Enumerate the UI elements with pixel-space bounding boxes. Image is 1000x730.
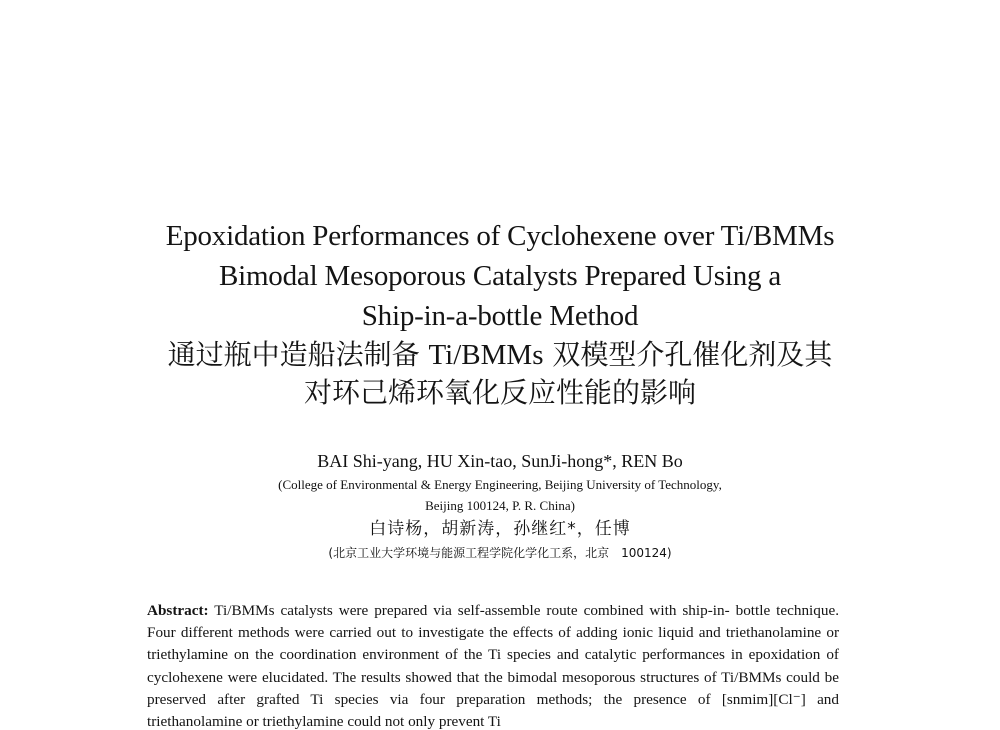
chinese-title-line-1-pre: 通过瓶中造船法制备 xyxy=(167,338,429,371)
abstract-text: Ti/BMMs catalysts were prepared via self-assemble route combined with ship-in- bottle technique. Four different methods were carried out to investigate the effects of adding ionic liquid and triethanolamine or triethylamine on the coordination environment of the Ti species and catalytic performances in epoxidation of cyclohexene were elucidated. The results showed that the bimodal mesoporous structures of Ti/BMMs could be preserved after grafted Ti species via four preparation methods; the presence of [snmim][Cl⁻] and triethanolamine or triethylamine could not only prevent Ti xyxy=(147,602,839,730)
english-title-line-3: Ship-in-a-bottle Method xyxy=(361,300,639,332)
affiliation-english-line-1: (College of Environmental & Energy Engineering, Beijing University of Technology, xyxy=(278,477,722,492)
authors-chinese: 白诗杨，胡新涛，孙继红*，任博 xyxy=(369,519,631,539)
chinese-title-line-1-latin: Ti/BMMs xyxy=(428,339,544,371)
english-title-line-1: Epoxidation Performances of Cyclohexene over Ti/BMMs xyxy=(165,220,835,252)
chinese-title-line-2: 对环己烯环氧化反应性能的影响 xyxy=(303,376,696,409)
authors-english: BAI Shi-yang, HU Xin-tao, SunJi-hong*, REN Bo xyxy=(317,451,683,471)
abstract xyxy=(147,600,839,730)
english-title-line-2: Bimodal Mesoporous Catalysts Prepared Using a xyxy=(218,260,782,292)
affiliation-english-line-2: Beijing 100124, P. R. China) xyxy=(425,498,575,513)
affiliation-chinese: (北京工业大学环境与能源工程学院化学化工系，北京 100124) xyxy=(328,546,672,560)
title-block xyxy=(0,216,1000,412)
abstract-label: Abstract: xyxy=(147,602,209,619)
chinese-title-line-1-post: 双模型介孔催化剂及其 xyxy=(543,338,833,371)
authors-block xyxy=(0,448,1000,563)
chinese-title-line-1 xyxy=(0,336,1000,374)
